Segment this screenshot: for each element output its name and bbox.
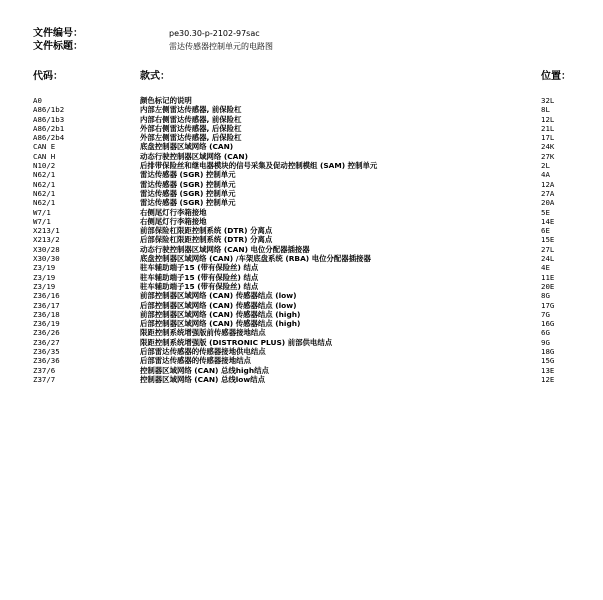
row-position: 27A [541, 188, 555, 198]
row-position: 12A [541, 179, 555, 189]
row-item: 后排带保险丝和继电器模块的信号采集及促动控制模组 (SAM) 控制单元 [140, 161, 378, 171]
row-position: 12L [541, 114, 555, 124]
row-item: 驻车辅助端子15 (带有保险丝) 结点 [140, 272, 259, 282]
table-row [33, 328, 573, 337]
row-code: N62/1 [33, 170, 56, 180]
row-item: 底盘控制器区域网络 (CAN) [140, 142, 234, 152]
table-row [33, 189, 573, 198]
table-row [33, 208, 573, 217]
row-item: 动态行驶控制器区域网络 (CAN) [140, 151, 248, 161]
row-code: Z36/19 [33, 319, 60, 329]
row-item: 控制器区域网络 (CAN) 总线low结点 [140, 374, 265, 384]
row-item: 雷达传感器 (SGR) 控制单元 [140, 170, 236, 180]
row-position: 18G [541, 347, 555, 357]
row-position: 7G [541, 309, 550, 319]
row-position: 32L [541, 96, 555, 105]
row-item: 内部左侧雷达传感器, 前保险杠 [140, 105, 242, 115]
row-item: 限距控制系统增强版前传感器接地结点 [140, 328, 266, 338]
header-code: 代码： [33, 71, 63, 82]
document-title-label: 文件标题： [33, 41, 83, 52]
row-code: N62/1 [33, 179, 56, 189]
row-code: Z36/35 [33, 347, 60, 357]
row-item: 前部控制器区域网络 (CAN) 传感器结点 (high) [140, 309, 301, 319]
row-code: W7/1 [33, 207, 51, 217]
row-position: 21L [541, 123, 555, 133]
row-position: 8G [541, 291, 550, 301]
row-position: 14E [541, 216, 555, 226]
table-row [33, 217, 573, 226]
row-position: 20E [541, 281, 555, 291]
row-code: Z3/19 [33, 281, 56, 291]
row-position: 15G [541, 356, 555, 366]
table-row [33, 310, 573, 319]
row-code: CAN E [33, 142, 56, 152]
row-position: 4A [541, 170, 550, 180]
row-code: A0 [33, 96, 42, 105]
table-row [33, 291, 573, 300]
row-code: X30/28 [33, 244, 60, 254]
row-item: 前部保险杠限距控制系统 (DTR) 分离点 [140, 226, 273, 236]
row-item: 动态行驶控制器区域网络 (CAN) 电位分配器插接器 [140, 244, 310, 254]
table-row [33, 282, 573, 291]
row-position: 12E [541, 374, 555, 384]
table-row [33, 180, 573, 189]
row-item: 雷达传感器 (SGR) 控制单元 [140, 179, 236, 189]
table-row [33, 226, 573, 235]
row-position: 2L [541, 161, 550, 171]
row-item: 驻车辅助端子15 (带有保险丝) 结点 [140, 281, 259, 291]
row-code: A86/1b2 [33, 105, 65, 115]
row-code: N10/2 [33, 161, 56, 171]
header-item: 款式： [140, 71, 170, 82]
row-item: 控制器区域网络 (CAN) 总线high结点 [140, 365, 269, 375]
row-item: 颜色标记的说明 [140, 96, 192, 105]
table-row [33, 319, 573, 328]
row-item: 限距控制系统增强版 (DISTRONIC PLUS) 前部供电结点 [140, 337, 333, 347]
table-row [33, 273, 573, 282]
row-item: 驻车辅助端子15 (带有保险丝) 结点 [140, 263, 259, 273]
row-code: Z36/36 [33, 356, 60, 366]
row-code: Z36/18 [33, 309, 60, 319]
row-position: 17L [541, 133, 555, 143]
row-item: 外部左侧雷达传感器, 后保险杠 [140, 133, 242, 143]
row-item: 后部保险杠限距控制系统 (DTR) 分离点 [140, 235, 273, 245]
row-position: 16G [541, 319, 555, 329]
table-row [33, 263, 573, 272]
row-item: 后部控制器区域网络 (CAN) 传感器结点 (low) [140, 300, 297, 310]
row-code: Z3/19 [33, 272, 56, 282]
row-position: 5E [541, 207, 550, 217]
row-item: 后部雷达传感器的传感器接地供电结点 [140, 347, 266, 357]
row-code: A86/2b1 [33, 123, 65, 133]
row-item: 雷达传感器 (SGR) 控制单元 [140, 198, 236, 208]
row-item: 底盘控制器区域网络 (CAN) /车架底盘系统 (RBA) 电位分配器插接器 [140, 254, 371, 264]
row-position: 27L [541, 244, 555, 254]
row-code: X213/1 [33, 226, 60, 236]
row-position: 27K [541, 151, 555, 161]
document-number-row [33, 27, 573, 40]
table-row [33, 235, 573, 244]
row-position: 17G [541, 300, 555, 310]
row-code: N62/1 [33, 188, 56, 198]
row-position: 9G [541, 337, 550, 347]
table-row [33, 115, 573, 124]
table-row [33, 356, 573, 365]
table-row [33, 245, 573, 254]
row-code: X30/30 [33, 254, 60, 264]
row-code: Z3/19 [33, 263, 56, 273]
document-title-value: 雷达传感器控制单元的电路图 [169, 42, 273, 51]
row-item: 雷达传感器 (SGR) 控制单元 [140, 188, 236, 198]
header-position: 位置： [541, 71, 571, 82]
row-code: A86/1b3 [33, 114, 65, 124]
table-row [33, 170, 573, 179]
row-position: 8L [541, 105, 550, 115]
row-position: 6G [541, 328, 550, 338]
row-code: A86/2b4 [33, 133, 65, 143]
row-item: 后部控制器区域网络 (CAN) 传感器结点 (high) [140, 319, 301, 329]
row-code: Z37/6 [33, 365, 56, 375]
table-row [33, 161, 573, 170]
row-position: 24L [541, 254, 555, 264]
row-item: 右侧尾灯行李箱接地 [140, 216, 207, 226]
row-item: 右侧尾灯行李箱接地 [140, 207, 207, 217]
component-list [33, 96, 573, 384]
row-position: 4E [541, 263, 550, 273]
table-row [33, 142, 573, 151]
row-position: 20A [541, 198, 555, 208]
row-item: 后部雷达传感器的传感器接地结点 [140, 356, 251, 366]
table-row [33, 366, 573, 375]
row-position: 6E [541, 226, 550, 236]
table-header [33, 70, 573, 84]
row-code: Z37/7 [33, 374, 56, 384]
table-row [33, 375, 573, 384]
table-row [33, 347, 573, 356]
table-row [33, 338, 573, 347]
document-number-label: 文件编号： [33, 28, 83, 39]
row-code: N62/1 [33, 198, 56, 208]
table-row [33, 105, 573, 114]
table-row [33, 124, 573, 133]
row-item: 内部右侧雷达传感器, 前保险杠 [140, 114, 242, 124]
table-row [33, 152, 573, 161]
row-position: 24K [541, 142, 555, 152]
row-code: Z36/17 [33, 300, 60, 310]
row-item: 外部右侧雷达传感器, 后保险杠 [140, 123, 242, 133]
row-position: 13E [541, 365, 555, 375]
table-row [33, 133, 573, 142]
row-code: W7/1 [33, 216, 51, 226]
row-code: Z36/26 [33, 328, 60, 338]
document-title-row [33, 40, 573, 53]
row-code: CAN H [33, 151, 56, 161]
document-meta [33, 27, 573, 53]
row-code: Z36/16 [33, 291, 60, 301]
row-code: Z36/27 [33, 337, 60, 347]
row-code: X213/2 [33, 235, 60, 245]
table-row [33, 301, 573, 310]
row-position: 11E [541, 272, 555, 282]
table-row [33, 254, 573, 263]
row-position: 15E [541, 235, 555, 245]
row-item: 前部控制器区域网络 (CAN) 传感器结点 (low) [140, 291, 297, 301]
table-row [33, 96, 573, 105]
document-number-value: pe30.30-p-2102-97sac [169, 29, 260, 38]
table-row [33, 198, 573, 207]
